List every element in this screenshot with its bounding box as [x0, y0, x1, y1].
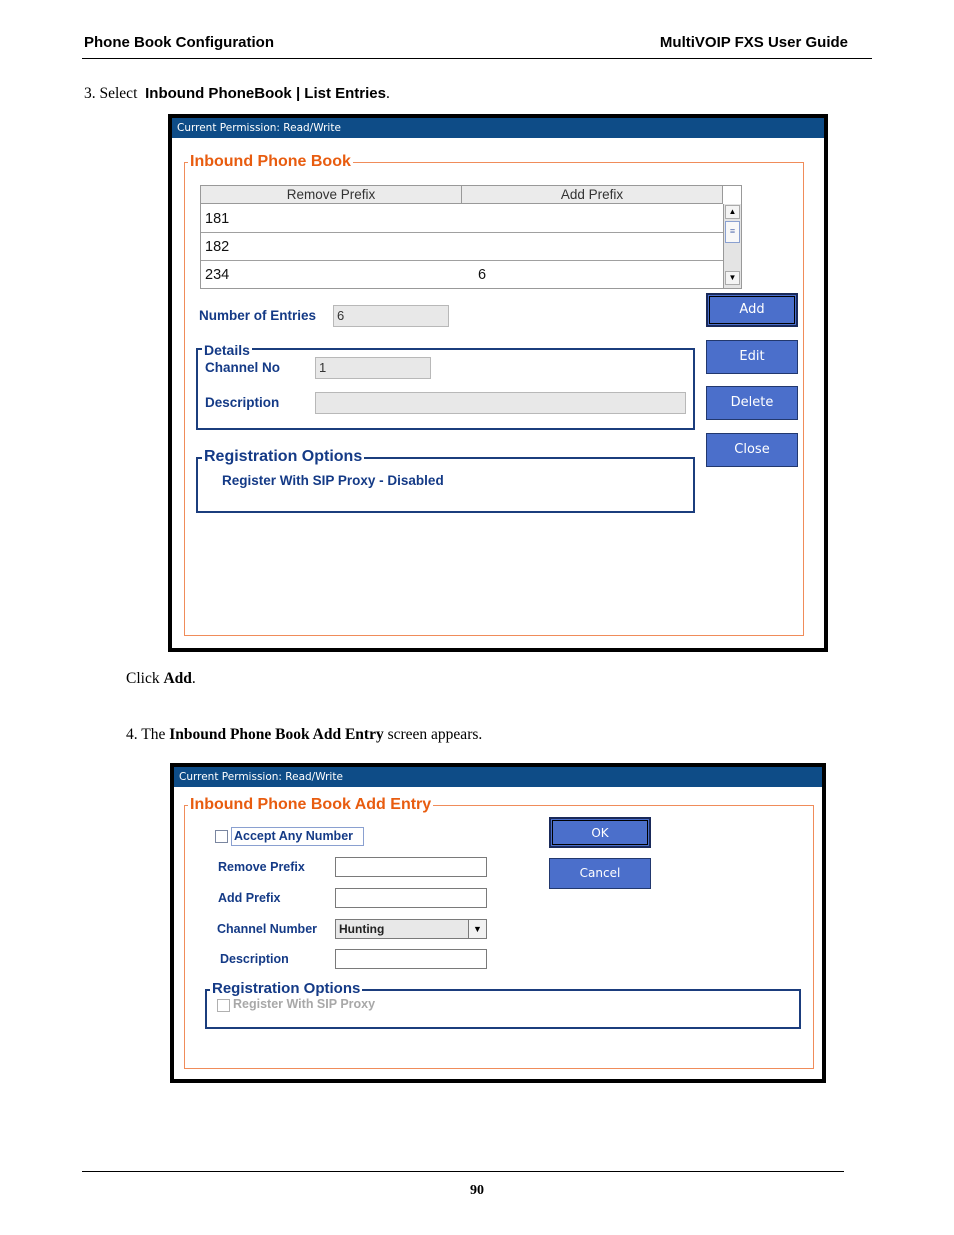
panel-title: Inbound Phone Book: [190, 153, 351, 170]
description-input[interactable]: [335, 949, 487, 969]
click-prefix: Click: [126, 670, 160, 687]
column-header-remove-prefix[interactable]: Remove Prefix: [201, 186, 462, 204]
entries-label: Number of Entries: [199, 308, 317, 323]
remove-prefix-cell: 181: [205, 211, 230, 227]
remove-prefix-label: Remove Prefix: [218, 860, 305, 874]
channel-number-value: Hunting: [339, 922, 385, 936]
channel-no-label: Channel No: [205, 360, 281, 375]
registration-options-title: Registration Options: [212, 980, 361, 997]
table-scrollbar[interactable]: [723, 204, 741, 288]
step3-text: [84, 85, 390, 103]
accept-any-number-checkbox[interactable]: [215, 830, 228, 843]
description-label: Description: [220, 952, 289, 966]
header-rule: [82, 58, 872, 59]
phonebook-table[interactable]: [200, 185, 742, 289]
delete-button[interactable]: Delete: [706, 386, 798, 420]
registration-options-title: Registration Options: [204, 448, 363, 465]
step4-prefix: 4. The: [126, 726, 166, 743]
add-button[interactable]: Add: [706, 293, 798, 327]
permission-bar: Current Permission: Read/Write: [172, 118, 824, 138]
channel-number-select[interactable]: [335, 919, 487, 939]
panel-title: Inbound Phone Book Add Entry: [190, 796, 432, 813]
add-prefix-label: Add Prefix: [218, 891, 281, 905]
remove-prefix-cell: 234: [205, 267, 230, 283]
remove-prefix-cell: 182: [205, 239, 230, 255]
click-target: Add: [163, 670, 192, 687]
add-prefix-cell: 6: [478, 267, 487, 283]
header-section-title: Phone Book Configuration: [84, 34, 274, 51]
click-suffix: .: [191, 670, 196, 687]
click-instruction: [126, 670, 196, 688]
description-label: Description: [205, 395, 280, 410]
scroll-up-arrow-icon[interactable]: ▲: [725, 205, 740, 219]
details-title: Details: [204, 342, 250, 358]
step3-suffix: .: [386, 85, 390, 102]
scroll-down-arrow-icon[interactable]: ▼: [725, 271, 740, 285]
channel-no-field: 1: [315, 357, 431, 379]
table-row[interactable]: [201, 233, 723, 260]
column-header-add-prefix[interactable]: Add Prefix: [462, 186, 723, 204]
edit-button[interactable]: Edit: [706, 340, 798, 374]
inbound-phonebook-screenshot: [168, 114, 828, 652]
step4-suffix: screen appears.: [387, 726, 483, 743]
remove-prefix-input[interactable]: [335, 857, 487, 877]
footer-rule: [82, 1171, 844, 1172]
page-number: 90: [470, 1183, 484, 1198]
entries-field: 6: [333, 305, 449, 327]
register-sip-proxy-checkbox[interactable]: [217, 999, 230, 1012]
register-sip-proxy-label: Register With SIP Proxy: [233, 997, 376, 1011]
add-entry-screenshot: [170, 763, 826, 1083]
permission-bar: Current Permission: Read/Write: [174, 767, 822, 787]
chevron-down-icon[interactable]: ▼: [468, 920, 486, 938]
channel-number-label: Channel Number: [217, 922, 318, 936]
description-field: [315, 392, 686, 414]
step4-text: [126, 726, 482, 744]
register-sip-proxy-status: Register With SIP Proxy - Disabled: [222, 473, 444, 488]
add-prefix-input[interactable]: [335, 888, 487, 908]
accept-any-number-label[interactable]: Accept Any Number: [231, 827, 364, 846]
table-row[interactable]: [201, 261, 723, 288]
step3-prefix: 3. Select: [84, 85, 138, 102]
scroll-thumb[interactable]: ≡: [725, 221, 740, 243]
cancel-button[interactable]: Cancel: [549, 858, 651, 889]
close-button[interactable]: Close: [706, 433, 798, 467]
header-guide-title: MultiVOIP FXS User Guide: [659, 34, 848, 51]
step3-menu-path: Inbound PhoneBook | List Entries: [145, 85, 386, 102]
table-row[interactable]: [201, 204, 723, 232]
step4-screen-name: Inbound Phone Book Add Entry: [169, 726, 384, 743]
ok-button[interactable]: OK: [549, 817, 651, 848]
